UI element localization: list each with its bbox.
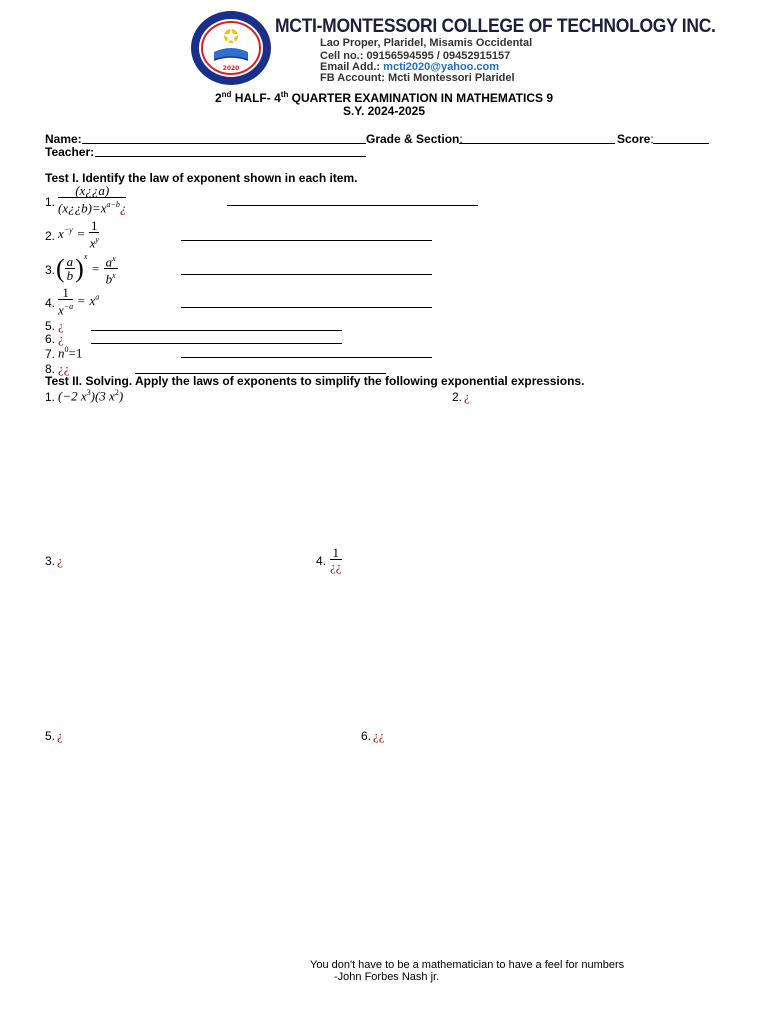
- quote-author: -John Forbes Nash jr.: [334, 971, 440, 983]
- test1-item-number: 5.: [45, 319, 56, 333]
- exam-title: 2nd HALF- 4th QUARTER EXAMINATION IN MATHEMATICS 9: [214, 90, 554, 105]
- test1-item-number: 2.: [45, 229, 56, 243]
- test1-item-8-expression: ¿¿: [58, 361, 70, 376]
- test1-item-number: 1.: [45, 195, 56, 209]
- email-link[interactable]: mcti2020@yahoo.com: [383, 61, 500, 73]
- answer-line[interactable]: [181, 240, 432, 241]
- test2-item-number: 3.: [45, 554, 56, 568]
- grade-section-field-line[interactable]: [459, 143, 615, 144]
- teacher-field-line[interactable]: [95, 156, 366, 157]
- test1-item-number: 6.: [45, 332, 56, 346]
- seal-year-text: 2020: [222, 65, 240, 72]
- college-address: Lao Proper, Plaridel, Misamis Occidental: [320, 37, 533, 49]
- test1-item-5-expression: ¿: [58, 318, 64, 333]
- answer-line[interactable]: [91, 330, 342, 331]
- score-label: Score:: [617, 132, 654, 146]
- test1-item-number: 7.: [45, 347, 56, 361]
- test2-item-5-expression: ¿: [57, 728, 63, 743]
- test2-item-number: 6.: [361, 729, 372, 743]
- test2-item-number: 2.: [452, 390, 463, 404]
- test2-item-4-expression: $\frac{1}{¿¿}$: [330, 545, 342, 574]
- test1-item-number: 3.: [45, 263, 56, 277]
- teacher-label: Teacher:: [45, 145, 95, 159]
- fraction-numerator: (x¿¿a): [58, 184, 126, 198]
- college-seal-logo: [190, 10, 272, 86]
- college-cell: Cell no.: 09156594595 / 09452915157: [320, 50, 511, 62]
- answer-line[interactable]: [181, 357, 432, 358]
- test1-item-7-expression: $n^0=1$: [58, 345, 83, 361]
- test2-instruction: Test II. Solving. Apply the laws of exponents to simplify the following exponential expressions.: [45, 374, 585, 388]
- score-field-line[interactable]: [653, 143, 709, 144]
- test1-item-3-expression: ( $\frac{a}{b}$ )$^x$ = $\frac{a^x}{b^x}$: [56, 252, 116, 287]
- answer-line[interactable]: [181, 307, 432, 308]
- quote-text: You don't have to be a mathematician to have a feel for numbers: [310, 959, 625, 971]
- grade-section-label: Grade & Section:: [366, 132, 463, 146]
- test2-item-number: 1.: [45, 390, 56, 404]
- test1-item-1-expression: [58, 184, 126, 214]
- test1-item-2-expression: $x^{-y}$ = $\frac{1}{x^y}$: [58, 218, 99, 251]
- college-name: MCTI-MONTESSORI COLLEGE OF TECHNOLOGY INC.: [275, 16, 716, 37]
- school-year: S.Y. 2024-2025: [342, 104, 426, 118]
- test2-item-number: 4.: [316, 554, 327, 568]
- test1-item-6-expression: ¿: [58, 331, 64, 346]
- answer-line[interactable]: [91, 343, 342, 344]
- name-label: Name:: [45, 132, 82, 146]
- test2-item-3-expression: ¿: [57, 553, 63, 568]
- college-fb: FB Account: Mcti Montessori Plaridel: [320, 72, 515, 84]
- name-field-line[interactable]: [82, 143, 366, 144]
- answer-line[interactable]: [181, 274, 432, 275]
- test2-item-6-expression: ¿¿: [373, 728, 385, 743]
- test1-item-4-expression: $\frac{1}{x^{-a}}$ = $x^a$: [58, 285, 100, 318]
- fraction-denominator: $(x¿¿b)=x^{a-b}¿$: [58, 200, 127, 216]
- test1-item-number: 8.: [45, 362, 56, 376]
- email-label: Email Add.:: [320, 61, 381, 73]
- test1-instruction: Test I. Identify the law of exponent shown in each item.: [45, 171, 358, 185]
- test2-item-1-expression: (−2 $x^3)(3$ $x^2$): [58, 388, 124, 404]
- test2-item-2-expression: ¿: [464, 389, 470, 404]
- test2-item-number: 5.: [45, 729, 56, 743]
- answer-line[interactable]: [227, 205, 478, 206]
- test1-item-number: 4.: [45, 296, 56, 310]
